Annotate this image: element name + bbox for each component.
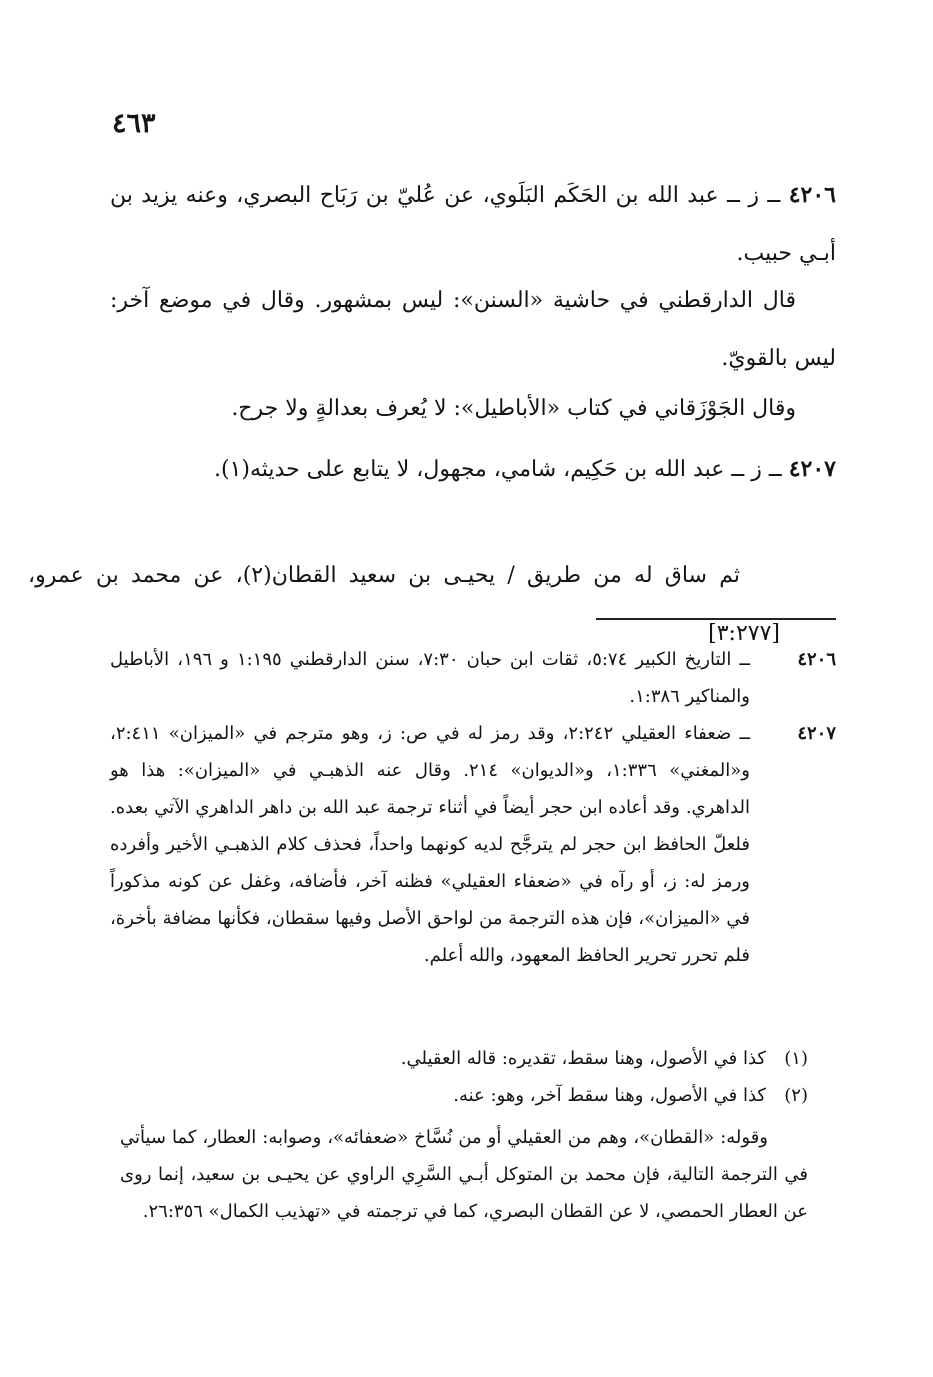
note-text: ــ ضعفاء العقيلي ٢:٢٤٢، وقد رمز له في ص: ز، وهو مترجم في «الميزان» ٢:٤١١، و«المغني» ١:٣٣٦، و«الديوان» ٢١٤. وقال عنه الذهبـي في «الميزان»: هذا هو الداهري. وقد أعاده ابن حجر أيضاً في أثناء ترجمة عبد الله بن داهر الداهري الآتي بعده. فلعلّ الحافظ ابن حجر لم يترجَّح لديه كونهما واحداً، فحذف كلام الذهبـي الأخير وأفرده ورمز له: ز، أو رآه في «ضعفاء العقيلي» فظنه آخر، فأضافه، وغفل عن كونه مذكوراً في «الميزان»، فإن هذه الترجمة من لواحق الأصل وفيها سقطان، فكأنها مضافة بأخرة، فلم تحرر تحرير الحافظ المعهود، والله أعلم.: [110, 723, 751, 966]
footnote-mark: (٢): [784, 1085, 808, 1106]
entry-4207: [110, 440, 836, 499]
jawzaqani-paragraph: [110, 380, 836, 438]
note-4206: [110, 641, 836, 715]
note-number: ٤٢٠٧: [797, 723, 836, 744]
entry-text: ــ ز ــ عبد الله بن حَكِيم، شامي، مجهول، لا يتابع على حديثه(١).: [213, 457, 782, 482]
entry-4206: [110, 166, 836, 283]
editor-comment: [120, 1119, 808, 1230]
volume-reference: [٣:٢٧٧]: [708, 621, 780, 646]
footnote-2: [260, 1077, 808, 1114]
footnote-text: كذا في الأصول، وهنا سقط، تقديره: قاله العقيلي.: [400, 1048, 766, 1069]
note-4207: [110, 715, 836, 974]
footnote-text: كذا في الأصول، وهنا سقط آخر، وهو: عنه.: [453, 1085, 766, 1106]
paragraph-text: قال الدارقطني في حاشية «السنن»: ليس بمشهور. وقال في موضع آخر: ليس بالقويّ.: [110, 288, 836, 371]
paragraph-text: ثم ساق له من طريق / يحيـى بن سعيد القطان(٢)، عن محمد بن عمرو،: [28, 563, 740, 588]
comment-text: وقوله: «القطان»، وهم من العقيلي أو من نُسَّاخ «ضعفائه»، وصوابه: العطار، كما سيأتي في الترجمة التالية، فإن محمد بن المتوكل أبـي السَّرِي الراوي عن يحيـى بن سعيد، إنما روى عن العطار الحمصي، لا عن القطان البصري، كما في ترجمته في «تهذيب الكمال» ٢٦:٣٥٦.: [120, 1127, 808, 1222]
daraqutni-paragraph: [110, 272, 836, 388]
paragraph-text: وقال الجَوْزَقاني في كتاب «الأباطيل»: لا يُعرف بعدالةٍ ولا جرح.: [231, 396, 796, 421]
footnote-1: [260, 1040, 808, 1077]
note-text: ــ التاريخ الكبير ٥:٧٤، ثقات ابن حبان ٧:٣٠، سنن الدارقطني ١:١٩٥ و ١٩٦، الأباطيل والمناكير ١:٣٨٦.: [110, 649, 751, 707]
page-number: ٤٦٣: [112, 108, 156, 139]
footnote-divider: [596, 618, 836, 620]
entry-text: ــ ز ــ عبد الله بن الحَكَم البَلَوي، عن عُليّ بن رَبَاح البصري، وعنه يزيد بن أبـي حبيب.: [110, 183, 836, 266]
note-number: ٤٢٠٦: [797, 649, 836, 670]
entry-number: ٤٢٠٦: [788, 182, 836, 208]
entry-number: ٤٢٠٧: [788, 456, 836, 482]
footnote-mark: (١): [784, 1048, 808, 1069]
